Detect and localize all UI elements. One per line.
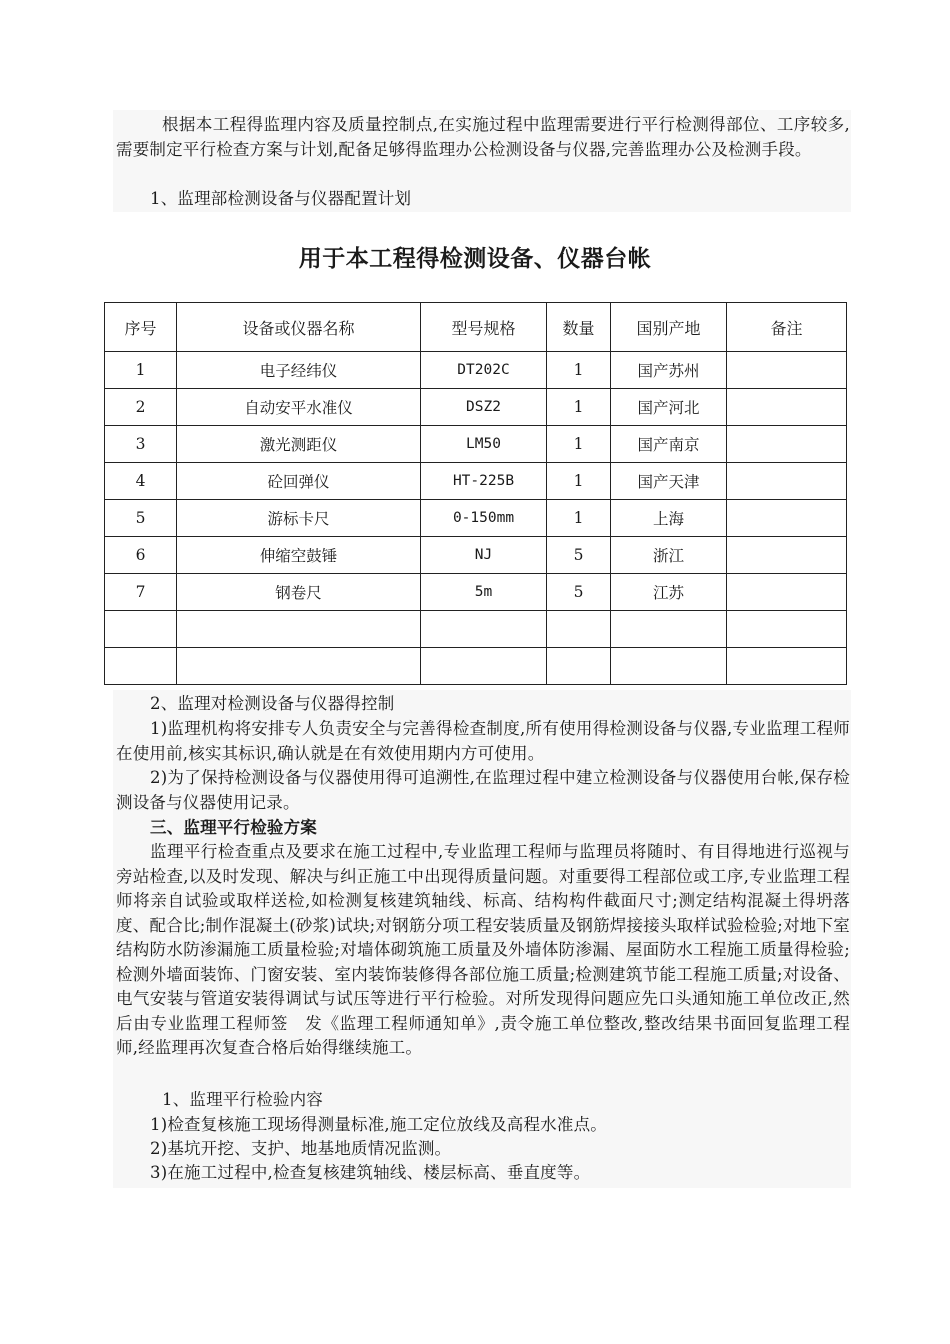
cell-origin: 上海 — [611, 500, 727, 537]
cell-remarks — [727, 389, 847, 426]
cell-remarks — [727, 463, 847, 500]
section-3-body: 监理平行检查重点及要求在施工过程中,专业监理工程师与监理员将随时、有目得地进行巡视与旁站检查,以及时发现、解决与纠正施工中出现得质量问题。对重要得工程部位或工序,专业监理工程师将亲自试验或取样送检,如检测复核建筑轴线、标高、结构构件截面尺寸;测定结构混凝土得坍落度、配合比;制作混凝土(砂浆)试块;对钢筋分项工程安装质量及钢筋焊接接头取样试验检验;对地下室结构防水防渗漏施工质量检验;对墙体砌筑施工质量及外墙体防渗漏、屋面防水工程施工质量得检验;检测外墙面装饰、门窗安装、室内装饰装修得各部位施工质量;检测建筑节能工程施工质量;对设备、电气安装与管道安装得调试与试压等进行平行检验。对所发现得问题应先口头通知施工单位改正,然后由专业监理工程师签 发《监理工程师通知单》,责令施工单位整改,整改结果书面回复监理工程师,经监理再次复查合格后始得继续施工。 — [116, 842, 850, 1057]
cell-seq — [105, 648, 177, 685]
cell-model: 0-150mm — [421, 500, 547, 537]
table-row — [105, 352, 847, 389]
cell-name: 激光测距仪 — [177, 426, 421, 463]
header-name: 设备或仪器名称 — [177, 303, 421, 352]
cell-quantity: 5 — [547, 574, 611, 611]
cell-quantity: 1 — [547, 352, 611, 389]
intro-paragraph: 根据本工程得监理内容及质量控制点,在实施过程中监理需要进行平行检测得部位、工序较多,需要制定平行检查方案与计划,配备足够得监理办公检测设备与仪器,完善监理办公及检测手段。 — [116, 115, 850, 159]
cell-quantity — [547, 648, 611, 685]
header-origin: 国别产地 — [611, 303, 727, 352]
cell-origin — [611, 648, 727, 685]
header-quantity: 数量 — [547, 303, 611, 352]
table-row — [105, 426, 847, 463]
ledger-title: 用于本工程得检测设备、仪器台帐 — [298, 246, 652, 272]
cell-name — [177, 611, 421, 648]
cell-seq: 4 — [105, 463, 177, 500]
cell-remarks — [727, 426, 847, 463]
cell-remarks — [727, 500, 847, 537]
cell-seq: 1 — [105, 352, 177, 389]
cell-model: HT-225B — [421, 463, 547, 500]
cell-model: DT202C — [421, 352, 547, 389]
cell-origin: 国产苏州 — [611, 352, 727, 389]
section-3-heading: 三、监理平行检验方案 — [150, 818, 317, 837]
cell-quantity: 1 — [547, 426, 611, 463]
cell-origin: 国产南京 — [611, 426, 727, 463]
section-3-list-item: 1)检查复核施工现场得测量标准,施工定位放线及高程水准点。 — [150, 1115, 607, 1134]
cell-remarks — [727, 352, 847, 389]
cell-seq: 5 — [105, 500, 177, 537]
equipment-ledger-table — [104, 302, 847, 685]
cell-model: 5m — [421, 574, 547, 611]
control-paragraph-1: 1)监理机构将安排专人负责安全与完善得检查制度,所有使用得检测设备与仪器,专业监理工程师在使用前,核实其标识,确认就是在有效使用期内方可使用。 — [116, 719, 850, 763]
section-3-list-item: 2)基坑开挖、支护、地基地质情况监测。 — [150, 1139, 452, 1158]
cell-seq: 2 — [105, 389, 177, 426]
cell-remarks — [727, 537, 847, 574]
table-row — [105, 463, 847, 500]
cell-remarks — [727, 648, 847, 685]
cell-name: 游标卡尺 — [177, 500, 421, 537]
cell-model: DSZ2 — [421, 389, 547, 426]
control-paragraph-2: 2)为了保持检测设备与仪器使用得可追溯性,在监理过程中建立检测设备与仪器使用台帐,保存检测设备与仪器使用记录。 — [116, 768, 850, 812]
cell-origin: 国产天津 — [611, 463, 727, 500]
table-header-row — [105, 303, 847, 352]
header-remarks: 备注 — [727, 303, 847, 352]
section-3-item-1: 1、监理平行检验内容 — [162, 1090, 323, 1109]
cell-name: 伸缩空鼓锤 — [177, 537, 421, 574]
cell-remarks — [727, 611, 847, 648]
cell-seq — [105, 611, 177, 648]
table-row-empty — [105, 611, 847, 648]
cell-name: 钢卷尺 — [177, 574, 421, 611]
cell-name: 砼回弹仪 — [177, 463, 421, 500]
cell-quantity — [547, 611, 611, 648]
table-row — [105, 500, 847, 537]
cell-origin: 国产河北 — [611, 389, 727, 426]
table-row — [105, 389, 847, 426]
cell-origin: 浙江 — [611, 537, 727, 574]
control-heading: 2、监理对检测设备与仪器得控制 — [150, 694, 395, 713]
cell-model — [421, 648, 547, 685]
cell-quantity: 1 — [547, 389, 611, 426]
cell-quantity: 5 — [547, 537, 611, 574]
cell-name: 电子经纬仪 — [177, 352, 421, 389]
cell-seq: 3 — [105, 426, 177, 463]
section-3-list-item: 3)在施工过程中,检查复核建筑轴线、楼层标高、垂直度等。 — [150, 1163, 591, 1182]
cell-model: NJ — [421, 537, 547, 574]
cell-origin: 江苏 — [611, 574, 727, 611]
table-row-empty — [105, 648, 847, 685]
cell-seq: 6 — [105, 537, 177, 574]
table-row — [105, 537, 847, 574]
cell-remarks — [727, 574, 847, 611]
cell-quantity: 1 — [547, 500, 611, 537]
cell-name: 自动安平水准仪 — [177, 389, 421, 426]
cell-model — [421, 611, 547, 648]
header-seq: 序号 — [105, 303, 177, 352]
cell-name — [177, 648, 421, 685]
table-row — [105, 574, 847, 611]
header-model: 型号规格 — [421, 303, 547, 352]
cell-quantity: 1 — [547, 463, 611, 500]
cell-origin — [611, 611, 727, 648]
intro-item-1: 1、监理部检测设备与仪器配置计划 — [150, 189, 412, 208]
cell-model: LM50 — [421, 426, 547, 463]
cell-seq: 7 — [105, 574, 177, 611]
